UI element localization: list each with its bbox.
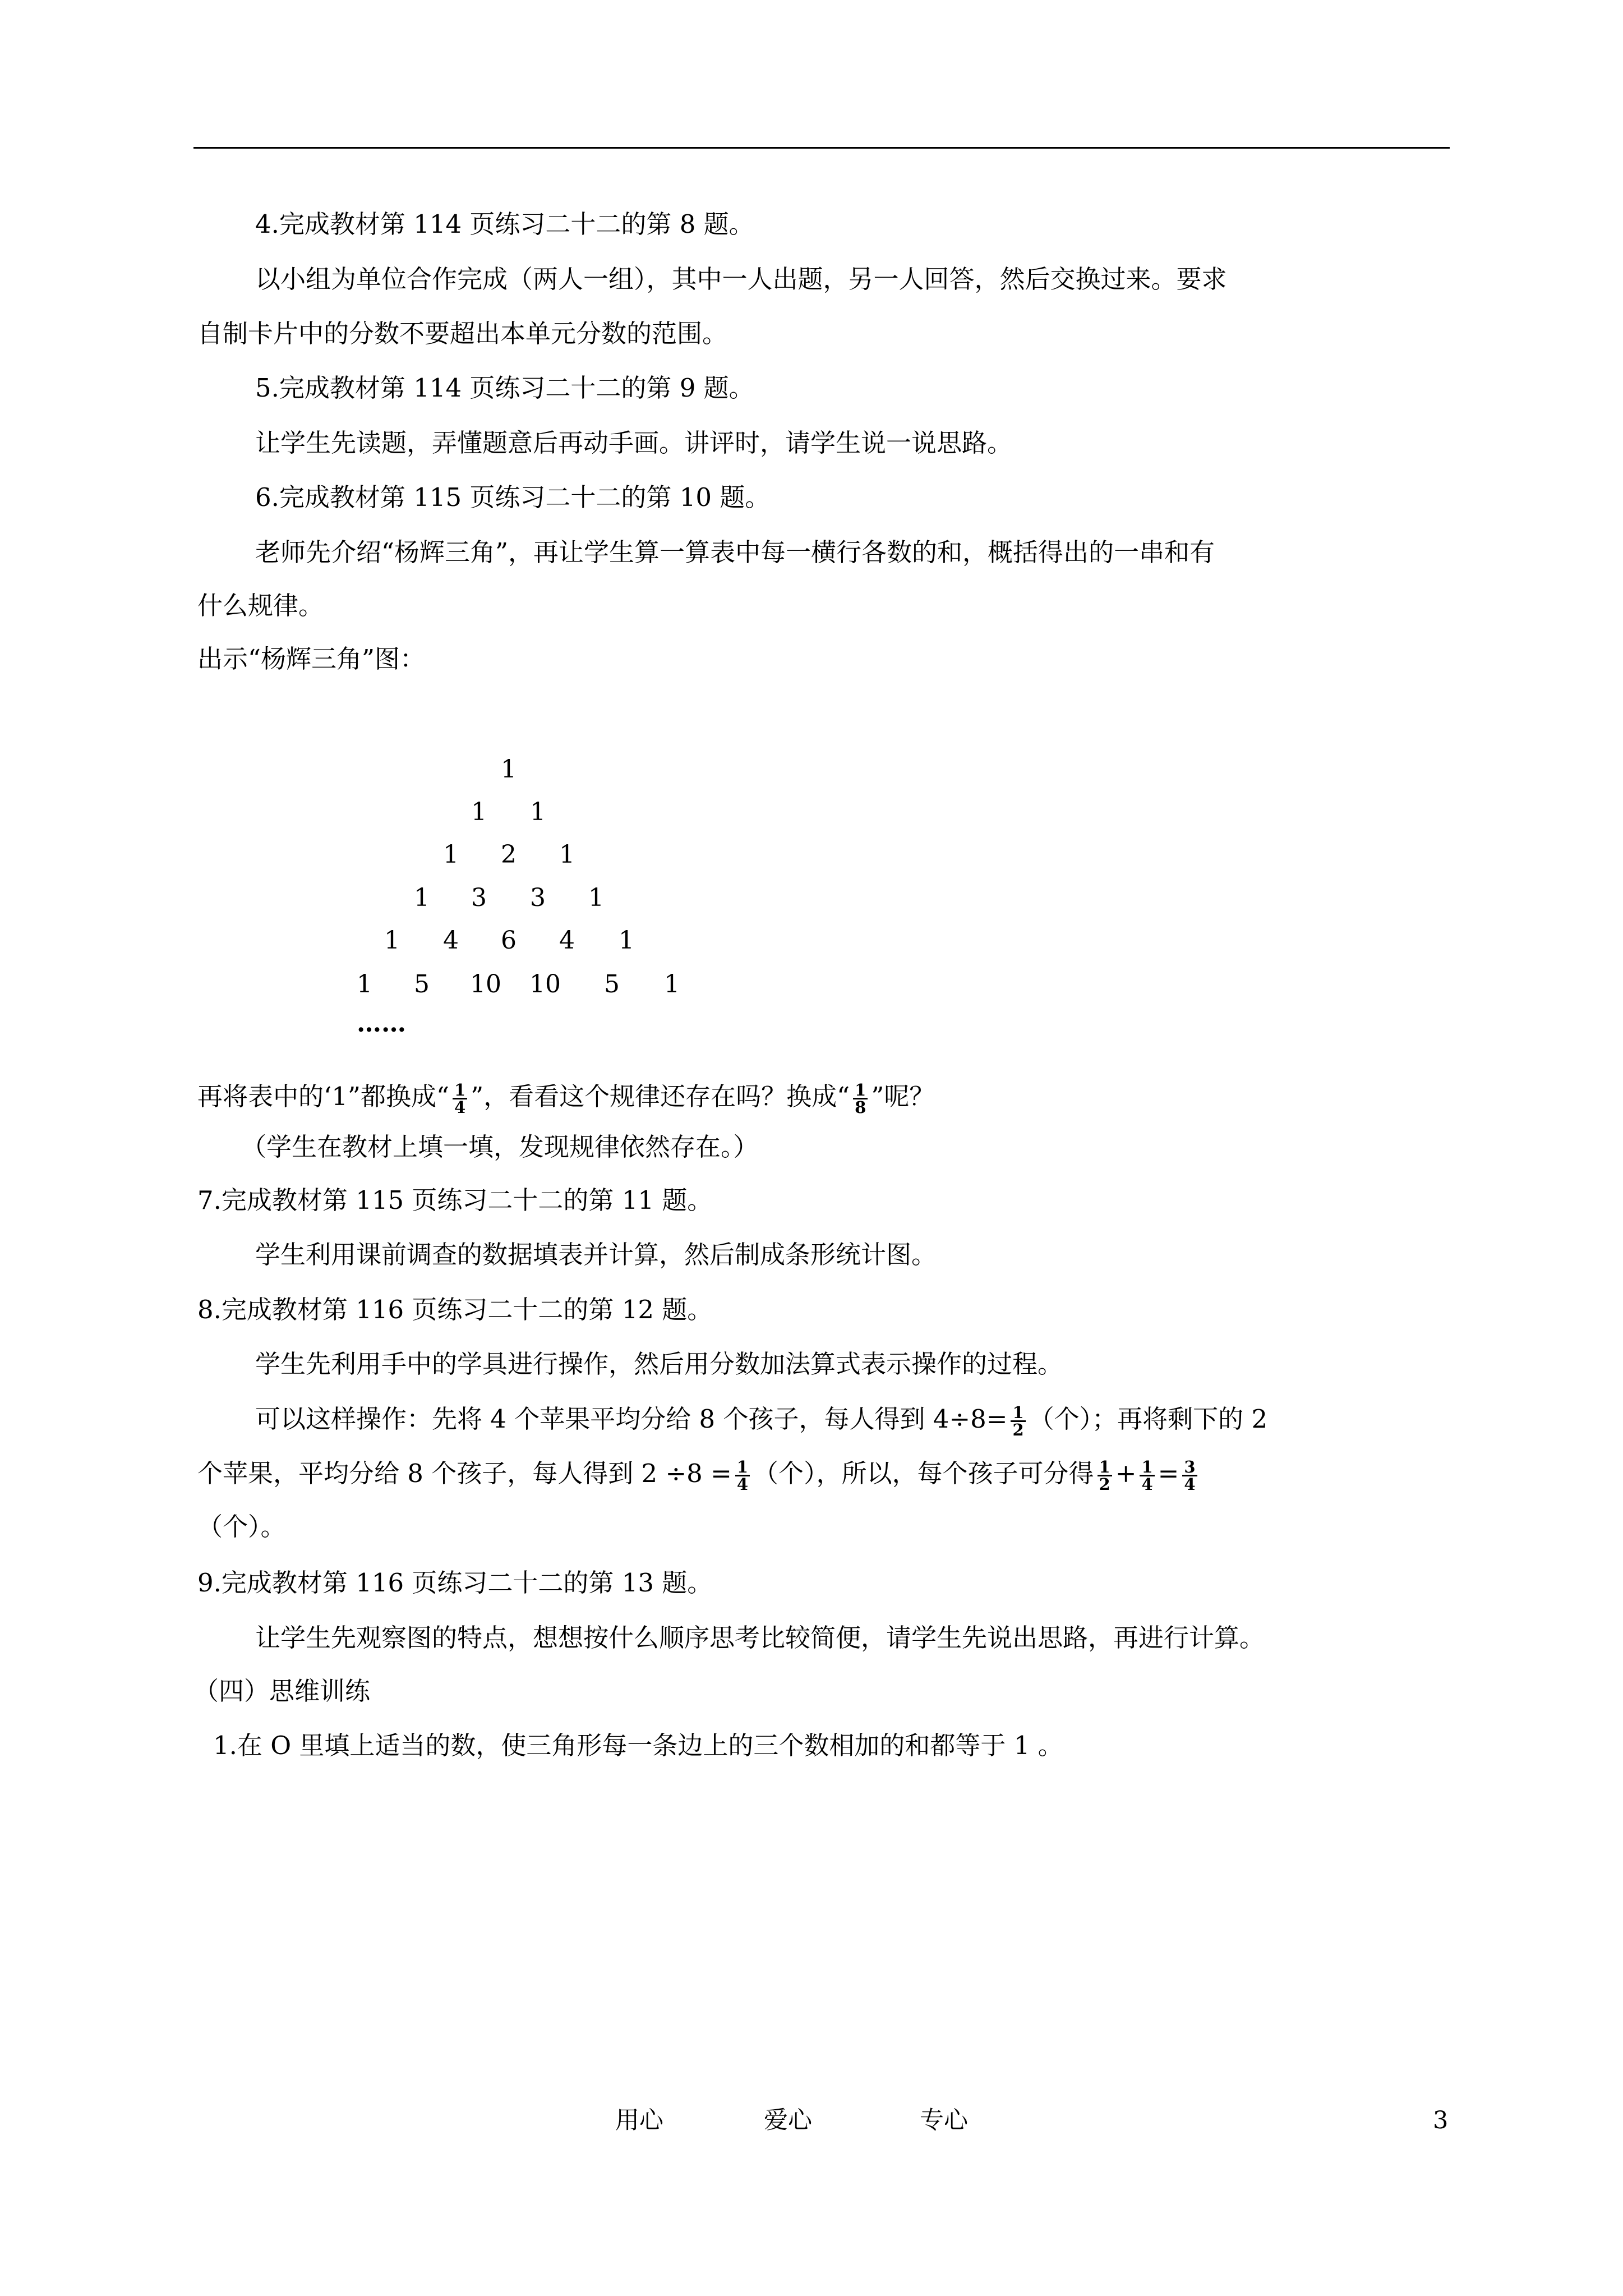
fraction-one-half: $\frac{1}{2}$ <box>1011 1405 1025 1438</box>
operation-line-3: （个）。 <box>197 1512 286 1542</box>
fraction-one-half: $\frac{1}{2}$ <box>1098 1459 1112 1492</box>
item-9-desc: 让学生先观察图的特点，想想按什么顺序思考比较简便，请学生先说出思路，再进行计算。 <box>255 1623 1265 1653</box>
triangle-cell: 1 <box>559 840 575 869</box>
triangle-cell: 5 <box>604 970 620 999</box>
header-rule <box>193 147 1450 149</box>
triangle-cell: 1 <box>384 926 400 955</box>
item-8: 8.完成教材第 116 页练习二十二的第 12 题。 <box>197 1295 713 1324</box>
item-8-desc: 学生先利用手中的学具进行操作，然后用分数加法算式表示操作的过程。 <box>255 1349 1063 1379</box>
triangle-cell: 6 <box>501 926 517 955</box>
item-6: 6.完成教材第 115 页练习二十二的第 10 题。 <box>255 482 771 512</box>
item-4-desc-2: 自制卡片中的分数不要超出本单元分数的范围。 <box>197 319 728 348</box>
triangle-cell: 4 <box>443 926 459 955</box>
item-7: 7.完成教材第 115 页练习二十二的第 11 题。 <box>197 1185 713 1215</box>
triangle-cell: 4 <box>559 926 575 955</box>
item-5-desc: 让学生先读题，弄懂题意后再动手画。讲评时，请学生说一说思路。 <box>255 428 1013 458</box>
fraction-one-quarter: $\frac{1}{4}$ <box>453 1082 467 1115</box>
triangle-cell: 1 <box>530 798 546 826</box>
footer-right: 专心 <box>920 2106 968 2134</box>
footer-left: 用心 <box>615 2106 663 2134</box>
triangle-cell: 1 <box>664 970 680 999</box>
item-9: 9.完成教材第 116 页练习二十二的第 13 题。 <box>197 1568 713 1598</box>
item-7-desc: 学生利用课前调查的数据填表并计算，然后制成条形统计图。 <box>255 1240 937 1269</box>
triangle-cell: 10 <box>470 970 501 999</box>
triangle-cell: 1 <box>501 755 517 784</box>
triangle-cell: 1 <box>471 798 487 826</box>
operation-line-1: 可以这样操作：先将 4 个苹果平均分给 8 个孩子，每人得到 4÷8= $\frac{1}{2}$ （个）；再将剩下的 2 <box>255 1403 1268 1439</box>
triangle-cell: 1 <box>357 970 372 999</box>
item-6-desc-1: 老师先介绍“杨辉三角”，再让学生算一算表中每一横行各数的和，概括得出的一串和有 <box>255 537 1215 567</box>
show-triangle-label: 出示“杨辉三角”图： <box>197 644 426 674</box>
item-5: 5.完成教材第 114 页练习二十二的第 9 题。 <box>255 373 754 403</box>
replace-question: 再将表中的‘1”都换成“ $\frac{1}{4}$ ”，看看这个规律还存在吗？换成“ $\frac{1}{8}$ ”呢？ <box>197 1080 935 1117</box>
triangle-cell: 10 <box>529 970 561 999</box>
item-6-desc-2: 什么规律。 <box>197 591 324 620</box>
triangle-cell: 3 <box>471 884 487 912</box>
fraction-one-quarter: $\frac{1}{4}$ <box>1140 1459 1154 1492</box>
triangle-cell: 1 <box>619 926 634 955</box>
page-number: 3 <box>1433 2106 1449 2134</box>
triangle-cell: 1 <box>414 884 430 912</box>
triangle-cell: 2 <box>501 840 517 869</box>
triangle-ellipsis: …… <box>357 1009 406 1038</box>
footer-middle: 爱心 <box>764 2106 812 2134</box>
item-4-desc-1: 以小组为单位合作完成（两人一组），其中一人出题，另一人回答，然后交换过来。要求 <box>255 264 1227 294</box>
fraction-one-quarter: $\frac{1}{4}$ <box>735 1459 750 1492</box>
triangle-cell: 3 <box>530 884 546 912</box>
item-4: 4.完成教材第 114 页练习二十二的第 8 题。 <box>255 209 754 239</box>
student-fill-note: （学生在教材上填一填，发现规律依然存在。） <box>241 1132 759 1162</box>
triangle-cell: 5 <box>414 970 430 999</box>
triangle-cell: 1 <box>588 884 604 912</box>
triangle-cell: 1 <box>443 840 459 869</box>
operation-line-2: 个苹果，平均分给 8 个孩子，每人得到 2 ÷8 = $\frac{1}{4}$ （个），所以，每个孩子可分得 $\frac{1}{2}$ + $\frac{1}{4}$ = $\frac{3}{4}$ <box>197 1457 1201 1492</box>
section-heading-thinking-training: （四）思维训练 <box>193 1676 371 1706</box>
thinking-exercise-1: 1.在 O 里填上适当的数，使三角形每一条边上的三个数相加的和都等于 1 。 <box>213 1731 1063 1760</box>
fraction-one-eighth: $\frac{1}{8}$ <box>853 1082 868 1115</box>
fraction-three-quarters: $\frac{3}{4}$ <box>1182 1459 1197 1492</box>
